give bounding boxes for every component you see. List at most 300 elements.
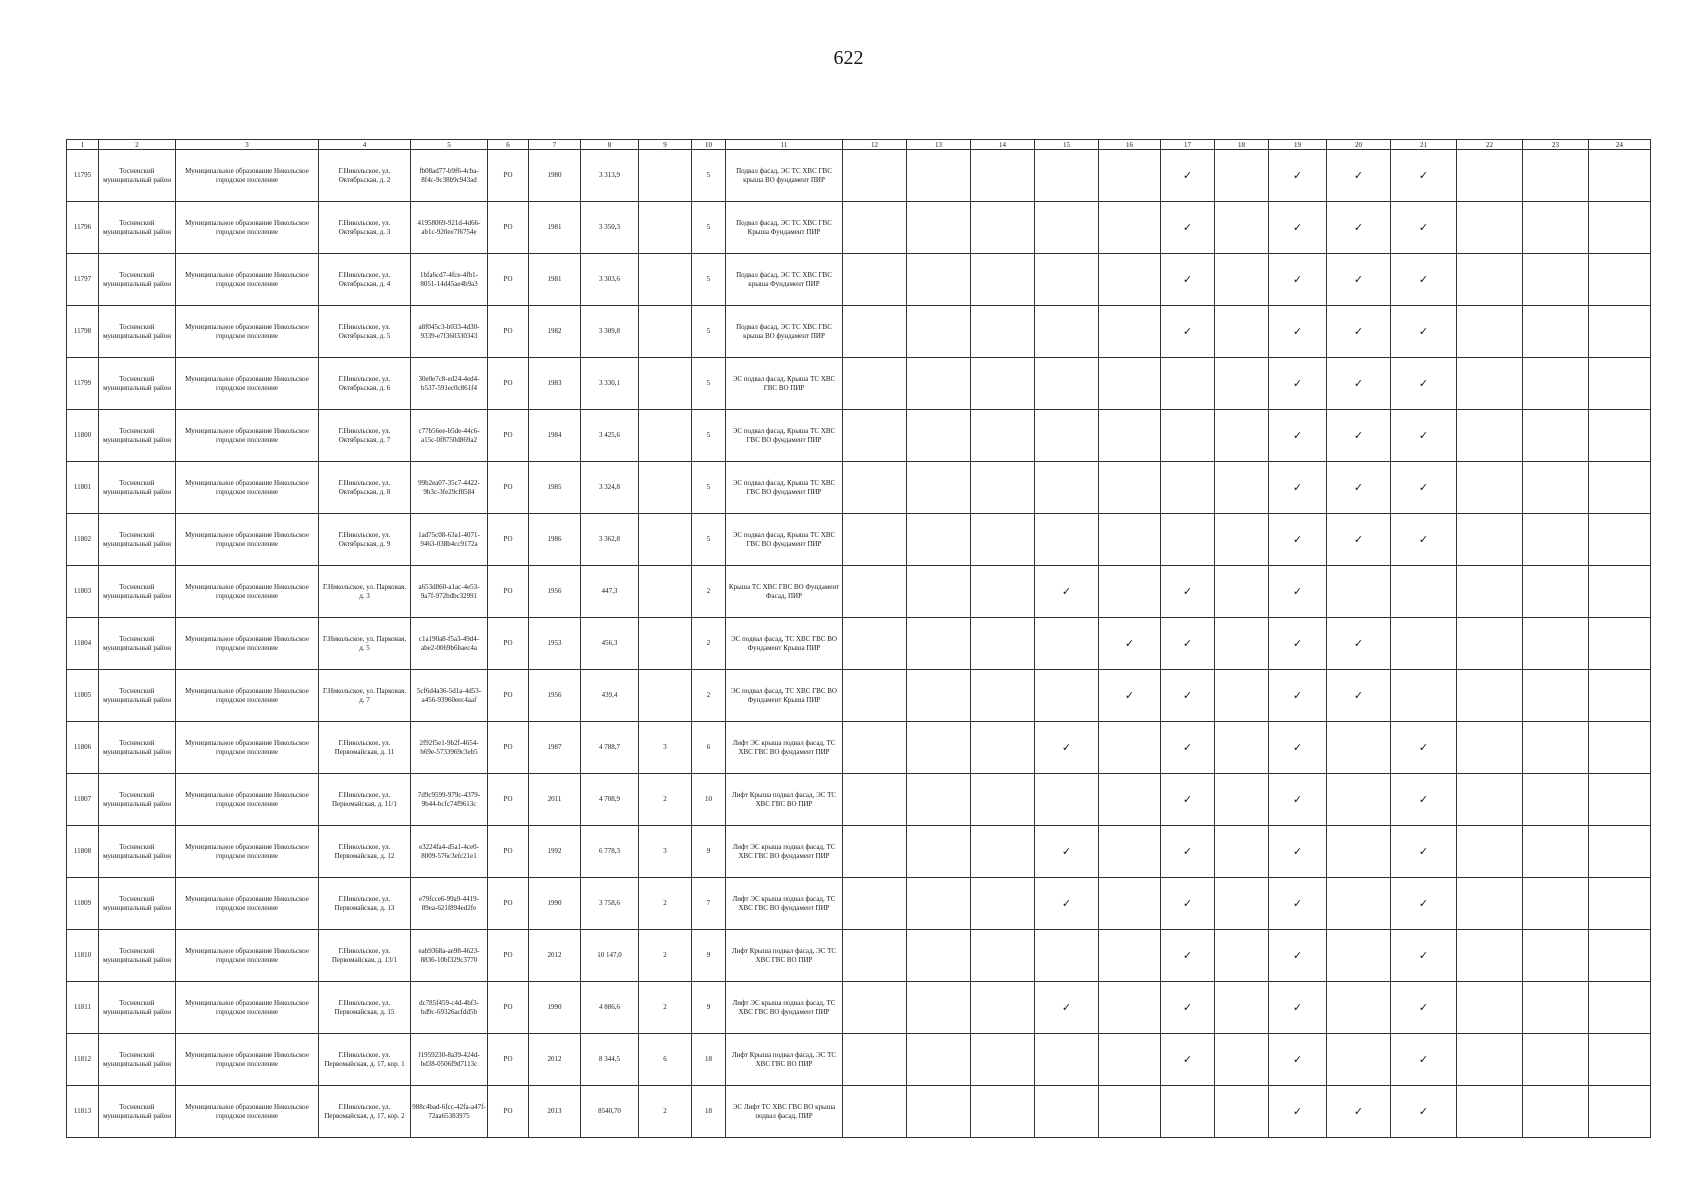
floors-cell: 10 <box>692 774 726 826</box>
empty-cell <box>1523 826 1589 878</box>
check-mark-icon: ✓ <box>1391 826 1457 878</box>
col9-cell <box>639 306 692 358</box>
check-mark-icon: ✓ <box>1327 1086 1391 1138</box>
row-number-cell: 11807 <box>67 774 99 826</box>
year-cell: 1983 <box>529 358 581 410</box>
empty-cell <box>1035 514 1099 566</box>
address-cell: Г.Никольское, ул. Октябрьская, д. 6 <box>319 358 411 410</box>
empty-cell <box>843 618 907 670</box>
guid-cell: 988c4bad-6fcc-42fa-a47f-72aa65383975 <box>411 1086 488 1138</box>
check-mark-icon: ✓ <box>1269 722 1327 774</box>
org-cell: РО <box>488 826 529 878</box>
area-cell: 10 147,0 <box>581 930 639 982</box>
address-cell: Г.Никольское, ул. Парковая, д. 5 <box>319 618 411 670</box>
empty-cell <box>1523 930 1589 982</box>
empty-cell <box>843 774 907 826</box>
check-mark-icon: ✓ <box>1161 878 1215 930</box>
empty-cell <box>907 462 971 514</box>
check-mark-icon: ✓ <box>1269 878 1327 930</box>
empty-cell <box>1215 1086 1269 1138</box>
empty-cell <box>907 410 971 462</box>
table-row <box>67 774 1651 826</box>
empty-cell <box>971 566 1035 618</box>
check-mark-icon: ✓ <box>1391 306 1457 358</box>
empty-cell <box>971 930 1035 982</box>
check-mark-icon: ✓ <box>1269 566 1327 618</box>
check-mark-icon: ✓ <box>1099 670 1161 722</box>
area-cell: 3 425,6 <box>581 410 639 462</box>
empty-cell <box>843 358 907 410</box>
check-mark-icon: ✓ <box>1161 670 1215 722</box>
check-mark-icon: ✓ <box>1391 514 1457 566</box>
row-number-cell: 11812 <box>67 1034 99 1086</box>
column-number-cell: 3 <box>176 140 319 150</box>
empty-cell <box>1523 722 1589 774</box>
guid-cell: 41958069-921d-4d66-ab1c-920ee7f6754e <box>411 202 488 254</box>
org-cell: РО <box>488 514 529 566</box>
year-cell: 2013 <box>529 1086 581 1138</box>
year-cell: 1990 <box>529 878 581 930</box>
floors-cell: 9 <box>692 826 726 878</box>
check-mark-icon: ✓ <box>1391 410 1457 462</box>
municipality-cell: Муниципальное образование Никольское городское поселение <box>176 982 319 1034</box>
works-cell: Лифт ЭС крыша подвал фасад, ТС ХВС ГВС ВО фундамент ПИР <box>726 878 843 930</box>
floors-cell: 9 <box>692 982 726 1034</box>
table-row <box>67 982 1651 1034</box>
column-number-cell: 24 <box>1589 140 1651 150</box>
row-number-cell: 11813 <box>67 1086 99 1138</box>
column-number-cell: 1 <box>67 140 99 150</box>
district-cell: Тосненский муниципальный район <box>99 722 176 774</box>
empty-cell <box>843 150 907 202</box>
municipality-cell: Муниципальное образование Никольское городское поселение <box>176 618 319 670</box>
works-cell: Подвал фасад, ЭС ТС ХВС ГВС крыша ВО фундамент ПИР <box>726 306 843 358</box>
area-cell: 3 350,3 <box>581 202 639 254</box>
col9-cell: 3 <box>639 722 692 774</box>
address-cell: Г.Никольское, ул. Октябрьская, д. 3 <box>319 202 411 254</box>
check-mark-icon: ✓ <box>1269 930 1327 982</box>
empty-cell <box>843 722 907 774</box>
check-mark-icon: ✓ <box>1269 982 1327 1034</box>
col9-cell <box>639 618 692 670</box>
check-mark-icon: ✓ <box>1327 254 1391 306</box>
empty-cell <box>1327 826 1391 878</box>
org-cell: РО <box>488 670 529 722</box>
empty-cell <box>1523 202 1589 254</box>
year-cell: 1986 <box>529 514 581 566</box>
col9-cell: 2 <box>639 774 692 826</box>
district-cell: Тосненский муниципальный район <box>99 358 176 410</box>
floors-cell: 5 <box>692 202 726 254</box>
empty-cell <box>971 202 1035 254</box>
empty-cell <box>907 930 971 982</box>
org-cell: РО <box>488 982 529 1034</box>
check-mark-icon: ✓ <box>1269 1086 1327 1138</box>
empty-cell <box>1099 254 1161 306</box>
empty-cell <box>1523 358 1589 410</box>
guid-cell: c1a190a8-f5a3-49d4-abe2-0069b6baec4a <box>411 618 488 670</box>
works-cell: Подвал фасад, ЭС ТС ХВС ГВС Крыша Фундамент ПИР <box>726 202 843 254</box>
row-number-cell: 11803 <box>67 566 99 618</box>
check-mark-icon: ✓ <box>1391 358 1457 410</box>
check-mark-icon: ✓ <box>1391 722 1457 774</box>
column-number-cell: 15 <box>1035 140 1099 150</box>
empty-cell <box>1215 202 1269 254</box>
year-cell: 1992 <box>529 826 581 878</box>
empty-cell <box>1457 826 1523 878</box>
empty-cell <box>1523 462 1589 514</box>
empty-cell <box>1523 306 1589 358</box>
empty-cell <box>907 202 971 254</box>
guid-cell: a8f045c3-b033-4d30-9339-e7f360330343 <box>411 306 488 358</box>
district-cell: Тосненский муниципальный район <box>99 930 176 982</box>
empty-cell <box>971 878 1035 930</box>
org-cell: РО <box>488 462 529 514</box>
col9-cell: 2 <box>639 930 692 982</box>
empty-cell <box>1035 306 1099 358</box>
empty-cell <box>907 1086 971 1138</box>
district-cell: Тосненский муниципальный район <box>99 566 176 618</box>
area-cell: 447,3 <box>581 566 639 618</box>
empty-cell <box>843 982 907 1034</box>
works-cell: ЭС Лифт ТС ХВС ГВС ВО крыша подвал фасад, ПИР <box>726 1086 843 1138</box>
municipality-cell: Муниципальное образование Никольское городское поселение <box>176 462 319 514</box>
check-mark-icon: ✓ <box>1327 618 1391 670</box>
municipality-cell: Муниципальное образование Никольское городское поселение <box>176 1034 319 1086</box>
empty-cell <box>1457 254 1523 306</box>
empty-cell <box>1099 462 1161 514</box>
area-cell: 439,4 <box>581 670 639 722</box>
table-row <box>67 202 1651 254</box>
municipality-cell: Муниципальное образование Никольское городское поселение <box>176 722 319 774</box>
address-cell: Г.Никольское, ул. Октябрьская, д. 2 <box>319 150 411 202</box>
floors-cell: 5 <box>692 306 726 358</box>
empty-cell <box>1523 514 1589 566</box>
area-cell: 4 886,6 <box>581 982 639 1034</box>
column-number-cell: 10 <box>692 140 726 150</box>
check-mark-icon: ✓ <box>1269 618 1327 670</box>
municipality-cell: Муниципальное образование Никольское городское поселение <box>176 774 319 826</box>
empty-cell <box>1457 1086 1523 1138</box>
area-cell: 4 788,7 <box>581 722 639 774</box>
address-cell: Г.Никольское, ул. Первомайская, д. 13/1 <box>319 930 411 982</box>
col9-cell <box>639 462 692 514</box>
area-cell: 3 309,8 <box>581 306 639 358</box>
table-row <box>67 410 1651 462</box>
address-cell: Г.Никольское, ул. Октябрьская, д. 8 <box>319 462 411 514</box>
column-number-cell: 11 <box>726 140 843 150</box>
works-cell: ЭС подвал фасад, Крыша ТС ХВС ГВС ВО фундамент ПИР <box>726 514 843 566</box>
empty-cell <box>907 514 971 566</box>
municipality-cell: Муниципальное образование Никольское городское поселение <box>176 878 319 930</box>
empty-cell <box>843 826 907 878</box>
guid-cell: fb08ad77-b9f6-4cba-8f4c-9c38b9c943ad <box>411 150 488 202</box>
year-cell: 2012 <box>529 930 581 982</box>
empty-cell <box>1327 982 1391 1034</box>
floors-cell: 9 <box>692 930 726 982</box>
empty-cell <box>843 410 907 462</box>
floors-cell: 5 <box>692 410 726 462</box>
check-mark-icon: ✓ <box>1269 306 1327 358</box>
col9-cell <box>639 202 692 254</box>
empty-cell <box>1099 358 1161 410</box>
row-number-cell: 11798 <box>67 306 99 358</box>
year-cell: 1981 <box>529 202 581 254</box>
row-number-cell: 11800 <box>67 410 99 462</box>
check-mark-icon: ✓ <box>1269 462 1327 514</box>
address-cell: Г.Никольское, ул. Первомайская, д. 17, кор. 2 <box>319 1086 411 1138</box>
empty-cell <box>1215 306 1269 358</box>
org-cell: РО <box>488 202 529 254</box>
empty-cell <box>971 618 1035 670</box>
empty-cell <box>1523 1086 1589 1138</box>
guid-cell: 99b2ea07-35c7-4422-9b3c-3fe29cf8584 <box>411 462 488 514</box>
area-cell: 3 758,6 <box>581 878 639 930</box>
check-mark-icon: ✓ <box>1161 306 1215 358</box>
empty-cell <box>843 930 907 982</box>
empty-cell <box>971 1086 1035 1138</box>
guid-cell: 30e0e7c8-ed24-4ed4-b537-591ec0c861f4 <box>411 358 488 410</box>
column-number-cell: 23 <box>1523 140 1589 150</box>
works-cell: Подвал фасад, ЭС ТС ХВС ГВС крыша Фундамент ПИР <box>726 254 843 306</box>
empty-cell <box>1589 358 1651 410</box>
works-cell: ЭС подвал фасад, Крыша ТС ХВС ГВС ВО ПИР <box>726 358 843 410</box>
empty-cell <box>1589 722 1651 774</box>
empty-cell <box>1099 982 1161 1034</box>
empty-cell <box>1457 722 1523 774</box>
address-cell: Г.Никольское, ул. Октябрьская, д. 5 <box>319 306 411 358</box>
empty-cell <box>907 826 971 878</box>
empty-cell <box>1161 462 1215 514</box>
column-number-cell: 8 <box>581 140 639 150</box>
empty-cell <box>1391 618 1457 670</box>
empty-cell <box>971 982 1035 1034</box>
floors-cell: 2 <box>692 618 726 670</box>
empty-cell <box>971 670 1035 722</box>
empty-cell <box>1215 566 1269 618</box>
floors-cell: 5 <box>692 514 726 566</box>
year-cell: 2011 <box>529 774 581 826</box>
municipality-cell: Муниципальное образование Никольское городское поселение <box>176 306 319 358</box>
guid-cell: f1959230-8a39-424d-bd38-0506f9d7113c <box>411 1034 488 1086</box>
address-cell: Г.Никольское, ул. Первомайская, д. 15 <box>319 982 411 1034</box>
row-number-cell: 11806 <box>67 722 99 774</box>
col9-cell <box>639 514 692 566</box>
empty-cell <box>1457 670 1523 722</box>
row-number-cell: 11795 <box>67 150 99 202</box>
year-cell: 1984 <box>529 410 581 462</box>
empty-cell <box>1523 618 1589 670</box>
empty-cell <box>1215 462 1269 514</box>
address-cell: Г.Никольское, ул. Октябрьская, д. 9 <box>319 514 411 566</box>
empty-cell <box>1589 254 1651 306</box>
floors-cell: 5 <box>692 254 726 306</box>
works-cell: Лифт ЭС крыша подвал фасад, ТС ХВС ГВС ВО фундамент ПИР <box>726 826 843 878</box>
empty-cell <box>1457 514 1523 566</box>
col9-cell <box>639 358 692 410</box>
year-cell: 1956 <box>529 670 581 722</box>
address-cell: Г.Никольское, ул. Первомайская, д. 11 <box>319 722 411 774</box>
table-row <box>67 462 1651 514</box>
empty-cell <box>1099 722 1161 774</box>
empty-cell <box>1099 878 1161 930</box>
check-mark-icon: ✓ <box>1161 826 1215 878</box>
empty-cell <box>1327 722 1391 774</box>
address-cell: Г.Никольское, ул. Октябрьская, д. 4 <box>319 254 411 306</box>
works-cell: ЭС подвал фасад, ТС ХВС ГВС ВО Фундамент Крыша ПИР <box>726 670 843 722</box>
empty-cell <box>1099 826 1161 878</box>
org-cell: РО <box>488 150 529 202</box>
year-cell: 1956 <box>529 566 581 618</box>
row-number-cell: 11809 <box>67 878 99 930</box>
table-row <box>67 514 1651 566</box>
year-cell: 1982 <box>529 306 581 358</box>
col9-cell <box>639 150 692 202</box>
column-number-cell: 4 <box>319 140 411 150</box>
empty-cell <box>1035 410 1099 462</box>
check-mark-icon: ✓ <box>1327 670 1391 722</box>
address-cell: Г.Никольское, ул. Первомайская, д. 12 <box>319 826 411 878</box>
area-cell: 3 362,8 <box>581 514 639 566</box>
empty-cell <box>1589 202 1651 254</box>
column-number-cell: 14 <box>971 140 1035 150</box>
empty-cell <box>1327 1034 1391 1086</box>
empty-cell <box>1215 670 1269 722</box>
empty-cell <box>1099 150 1161 202</box>
year-cell: 1980 <box>529 150 581 202</box>
floors-cell: 18 <box>692 1086 726 1138</box>
empty-cell <box>1099 930 1161 982</box>
column-number-cell: 5 <box>411 140 488 150</box>
org-cell: РО <box>488 878 529 930</box>
row-number-cell: 11810 <box>67 930 99 982</box>
empty-cell <box>1457 410 1523 462</box>
check-mark-icon: ✓ <box>1269 670 1327 722</box>
municipality-cell: Муниципальное образование Никольское городское поселение <box>176 826 319 878</box>
area-cell: 3 313,9 <box>581 150 639 202</box>
empty-cell <box>1327 878 1391 930</box>
works-cell: Лифт ЭС крыша подвал фасад, ТС ХВС ГВС ВО фундамент ПИР <box>726 982 843 1034</box>
column-number-header <box>67 140 1651 150</box>
table-row <box>67 618 1651 670</box>
empty-cell <box>907 722 971 774</box>
table-row <box>67 150 1651 202</box>
works-cell: Лифт ЭС крыша подвал фасад, ТС ХВС ГВС ВО фундамент ПИР <box>726 722 843 774</box>
floors-cell: 18 <box>692 1034 726 1086</box>
check-mark-icon: ✓ <box>1161 566 1215 618</box>
empty-cell <box>1589 618 1651 670</box>
empty-cell <box>1099 202 1161 254</box>
empty-cell <box>1391 670 1457 722</box>
row-number-cell: 11799 <box>67 358 99 410</box>
col9-cell: 3 <box>639 826 692 878</box>
district-cell: Тосненский муниципальный район <box>99 410 176 462</box>
empty-cell <box>1215 878 1269 930</box>
district-cell: Тосненский муниципальный район <box>99 254 176 306</box>
area-cell: 4 708,9 <box>581 774 639 826</box>
floors-cell: 6 <box>692 722 726 774</box>
column-number-cell: 17 <box>1161 140 1215 150</box>
district-cell: Тосненский муниципальный район <box>99 670 176 722</box>
empty-cell <box>1523 254 1589 306</box>
empty-cell <box>1457 462 1523 514</box>
empty-cell <box>1391 566 1457 618</box>
check-mark-icon: ✓ <box>1269 150 1327 202</box>
empty-cell <box>1215 514 1269 566</box>
district-cell: Тосненский муниципальный район <box>99 514 176 566</box>
col9-cell: 2 <box>639 982 692 1034</box>
row-number-cell: 11797 <box>67 254 99 306</box>
table-row <box>67 566 1651 618</box>
empty-cell <box>843 254 907 306</box>
check-mark-icon: ✓ <box>1099 618 1161 670</box>
empty-cell <box>843 1034 907 1086</box>
municipality-cell: Муниципальное образование Никольское городское поселение <box>176 514 319 566</box>
column-number-cell: 7 <box>529 140 581 150</box>
check-mark-icon: ✓ <box>1161 722 1215 774</box>
table-row <box>67 306 1651 358</box>
page-number: 622 <box>833 47 864 69</box>
empty-cell <box>843 306 907 358</box>
empty-cell <box>1589 514 1651 566</box>
empty-cell <box>907 254 971 306</box>
district-cell: Тосненский муниципальный район <box>99 462 176 514</box>
check-mark-icon: ✓ <box>1035 982 1099 1034</box>
empty-cell <box>971 462 1035 514</box>
empty-cell <box>1523 878 1589 930</box>
empty-cell <box>971 306 1035 358</box>
floors-cell: 5 <box>692 358 726 410</box>
area-cell: 8540,70 <box>581 1086 639 1138</box>
empty-cell <box>1099 514 1161 566</box>
empty-cell <box>1035 358 1099 410</box>
empty-cell <box>1099 774 1161 826</box>
empty-cell <box>1523 566 1589 618</box>
empty-cell <box>907 1034 971 1086</box>
check-mark-icon: ✓ <box>1391 150 1457 202</box>
empty-cell <box>1589 462 1651 514</box>
municipality-cell: Муниципальное образование Никольское городское поселение <box>176 254 319 306</box>
check-mark-icon: ✓ <box>1161 1034 1215 1086</box>
empty-cell <box>971 1034 1035 1086</box>
org-cell: РО <box>488 1086 529 1138</box>
table-row <box>67 1034 1651 1086</box>
check-mark-icon: ✓ <box>1161 150 1215 202</box>
empty-cell <box>907 306 971 358</box>
empty-cell <box>1589 826 1651 878</box>
floors-cell: 5 <box>692 462 726 514</box>
guid-cell: eab9368a-ae98-4623-8836-10bf329c3770 <box>411 930 488 982</box>
empty-cell <box>971 826 1035 878</box>
table-row <box>67 878 1651 930</box>
empty-cell <box>971 150 1035 202</box>
district-cell: Тосненский муниципальный район <box>99 878 176 930</box>
empty-cell <box>1035 1034 1099 1086</box>
area-cell: 6 778,3 <box>581 826 639 878</box>
table-row <box>67 722 1651 774</box>
empty-cell <box>1523 150 1589 202</box>
empty-cell <box>843 514 907 566</box>
empty-cell <box>1099 566 1161 618</box>
floors-cell: 2 <box>692 670 726 722</box>
empty-cell <box>971 358 1035 410</box>
area-cell: 3 303,6 <box>581 254 639 306</box>
address-cell: Г.Никольское, ул. Октябрьская, д. 7 <box>319 410 411 462</box>
empty-cell <box>1215 410 1269 462</box>
col9-cell <box>639 566 692 618</box>
district-cell: Тосненский муниципальный район <box>99 306 176 358</box>
guid-cell: 1ad75c08-63a1-4071-9463-038b4cc9172a <box>411 514 488 566</box>
